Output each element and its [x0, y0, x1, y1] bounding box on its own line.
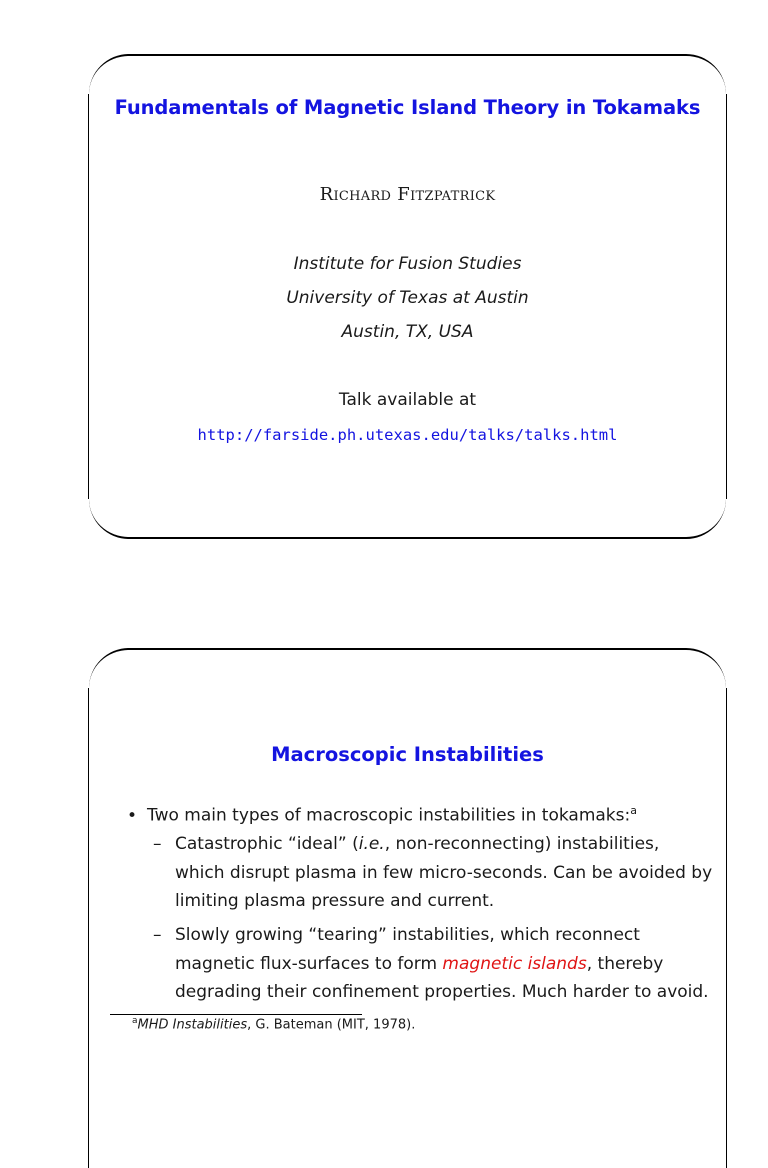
sub-item-text-post: , thereby degrading their confinement properties. Much harder to avoid.: [175, 953, 709, 1002]
sub-item-text-em: i.e.: [358, 834, 385, 854]
dash-marker: –: [153, 834, 162, 854]
footnote-italic: MHD Instabilities: [137, 1017, 248, 1033]
dash-marker: –: [153, 925, 162, 945]
footnote-mark[interactable]: a: [630, 804, 637, 817]
sub-item-text-pre: Catastrophic “ideal” (: [175, 834, 359, 854]
sub-item-text: [175, 830, 713, 916]
affiliation-line-1: Institute for Fusion Studies: [293, 254, 522, 274]
affiliation-line-2: University of Texas at Austin: [286, 288, 529, 308]
footnote-rest: , G. Bateman (MIT, 1978).: [247, 1017, 416, 1033]
affiliation-line-3: Austin, TX, USA: [341, 322, 474, 342]
slide-2-frame: [89, 648, 726, 1068]
talk-url-link[interactable]: http://farside.ph.utexas.edu/talks/talks.html: [197, 426, 618, 444]
sub-item-text-post: , non-reconnecting) instabilities, which disrupt plasma in few micro-seconds. Can be avoided by limiting plasma pressure and current.: [175, 834, 713, 911]
author-name: Richard Fitzpatrick: [319, 184, 496, 205]
talk-available-label: Talk available at: [338, 390, 477, 410]
slide-2-title: Macroscopic Instabilities: [271, 743, 544, 766]
footnote-rule: [110, 1014, 362, 1015]
slide-1-title: Fundamentals of Magnetic Island Theory in Tokamaks: [114, 96, 701, 119]
bullet-text: Two main types of macroscopic instabilities in tokamaks:: [147, 805, 631, 826]
sub-item-text: [175, 921, 713, 1007]
sub-item-text-pre: Slowly growing “tearing” instabilities, which reconnect magnetic flux-surfaces to form: [175, 925, 640, 974]
slide-1-frame: [89, 54, 726, 539]
footnote-mark-bottom: a: [132, 1016, 138, 1026]
sub-item-tearing: [153, 921, 713, 1007]
highlight-magnetic-islands: magnetic islands: [442, 953, 587, 974]
bullet-item: [127, 796, 637, 831]
footnote: [132, 1016, 415, 1032]
bullet-marker: •: [127, 805, 138, 826]
sub-item-ideal: [153, 830, 713, 916]
